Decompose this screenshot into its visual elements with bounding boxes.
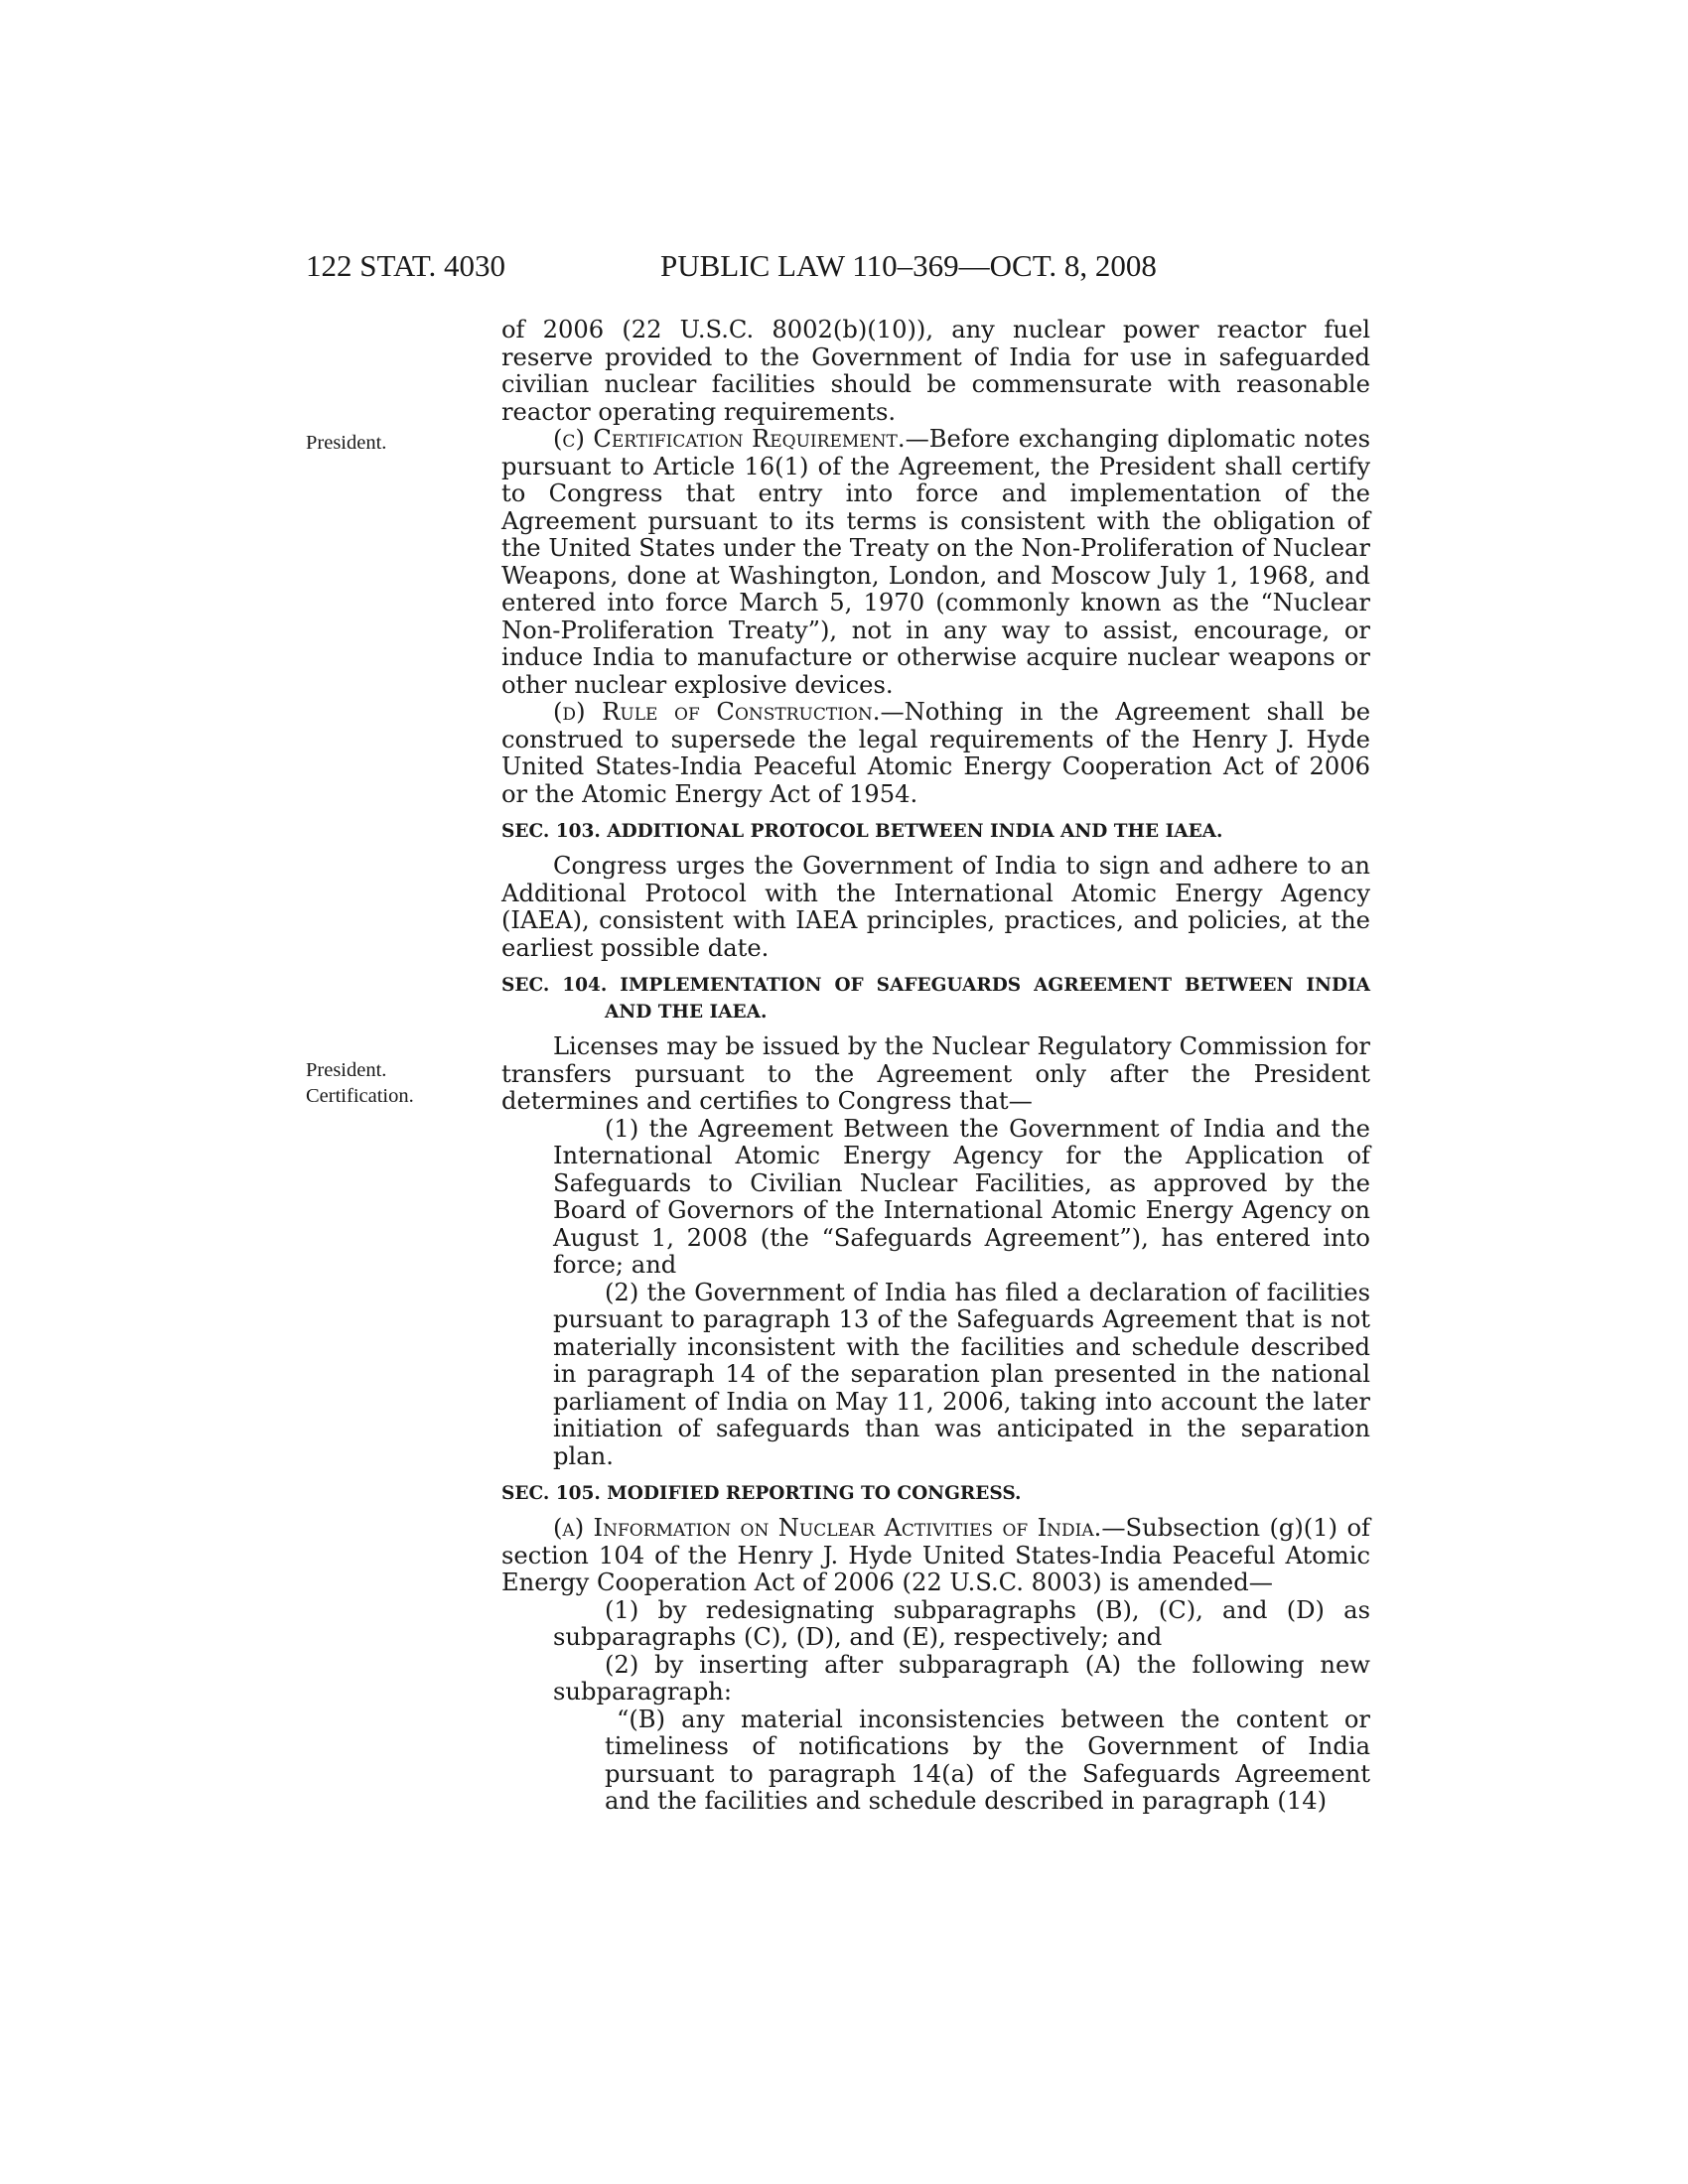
law-title: PUBLIC LAW 110–369—OCT. 8, 2008 <box>660 248 1157 283</box>
running-header <box>0 248 1688 288</box>
paragraph-a-text: —Subsection (g)(1) of section 104 of the Henry J. Hyde United States-India Peaceful Atomic Energy Cooperation Act of 2006 (22 U.S.C. 8003) is amended— <box>501 1514 1370 1596</box>
paragraph-a-item-2: (2) by inserting after subparagraph (A) the following new subparagraph: <box>553 1650 1370 1706</box>
paragraph-a <box>501 1515 1370 1597</box>
section-104-item-1: (1) the Agreement Between the Government of India and the International Atomic Energy Agency for the Application of Safeguards to Civilian Nuclear Facilities, as approved by the Board of Governors of the International Atomic Energy Agency on August 1, 2008 (the “Safeguards Agreement”), has entered into force; and <box>553 1114 1370 1279</box>
margin-note-president <box>306 430 386 456</box>
paragraph-continuation: of 2006 (22 U.S.C. 8002(b)(10)), any nuclear power reactor fuel reserve provided to the Government of India for use in safeguarded civilian nuclear facilities should be commensurate with reasonable reactor operating requirements. <box>501 316 1370 426</box>
paragraph-c-text: —Before exchanging diplomatic notes pursuant to Article 16(1) of the Agreement, the President shall certify to Congress that entry into force and implementation of the Agreement pursuant to its terms is consistent with the obligation of the United States under the Treaty on the Non-Proliferation of Nuclear Weapons, done at Washington, London, and Moscow July 1, 1968, and entered into force March 5, 1970 (commonly known as the “Nuclear Non-Proliferation Treaty”), not in any way to assist, encourage, or induce India to manufacture or otherwise acquire nuclear weapons or other nuclear explosive devices. <box>501 425 1370 699</box>
margin-note-line: Certification. <box>306 1085 414 1107</box>
section-103-heading: SEC. 103. ADDITIONAL PROTOCOL BETWEEN INDIA AND THE IAEA. <box>501 821 1223 842</box>
paragraph-d-label: (d) Rule of Construction. <box>553 698 881 726</box>
statute-body <box>501 317 1370 1816</box>
inserted-subparagraph-b: “(B) any material inconsistencies between the content or timeliness of notifications by the Government of India pursuant to paragraph 14(a) of the Safeguards Agreement and the facilities and schedule described in paragraph (14) <box>605 1705 1370 1815</box>
margin-note-line: President. <box>306 1059 387 1081</box>
section-104-item-2: (2) the Government of India has filed a declaration of facilities pursuant to paragraph 13 of the Safeguards Agreement that is not materially inconsistent with the facilities and schedule described in paragraph 14 of the separation plan presented in the national parliament of India on May 11, 2006, taking into account the later initiation of safeguards than was anticipated in the separation plan. <box>553 1278 1370 1470</box>
section-103-text: Congress urges the Government of India to sign and adhere to an Additional Protocol with the International Atomic Energy Agency (IAEA), consistent with IAEA principles, practices, and policies, at the earliest possible date. <box>501 852 1370 962</box>
paragraph-d-text: —Nothing in the Agreement shall be construed to supersede the legal requirements of the Henry J. Hyde United States-India Peaceful Atomic Energy Cooperation Act of 2006 or the Atomic Energy Act of 1954. <box>501 698 1371 808</box>
section-104-heading: SEC. 104. IMPLEMENTATION OF SAFEGUARDS AGREEMENT BETWEEN INDIA AND THE IAEA. <box>501 975 1370 1023</box>
paragraph-c-label: (c) Certification Requirement. <box>553 425 906 453</box>
paragraph-c <box>501 426 1370 699</box>
paragraph-d <box>501 699 1370 808</box>
paragraph-a-label: (a) Information on Nuclear Activities of India. <box>553 1514 1102 1542</box>
section-105-heading: SEC. 105. MODIFIED REPORTING TO CONGRESS. <box>501 1483 1022 1504</box>
margin-note-text: President. <box>306 432 387 454</box>
page-number: 122 STAT. 4030 <box>306 248 506 283</box>
paragraph-a-item-1: (1) by redesignating subparagraphs (B), (C), and (D) as subparagraphs (C), (D), and (E), respectively; and <box>553 1595 1370 1651</box>
section-104-text: Licenses may be issued by the Nuclear Regulatory Commission for transfers pursuant to the Agreement only after the President determines and certifies to Congress that— <box>501 1032 1370 1115</box>
margin-note-president-certification <box>306 1057 414 1109</box>
